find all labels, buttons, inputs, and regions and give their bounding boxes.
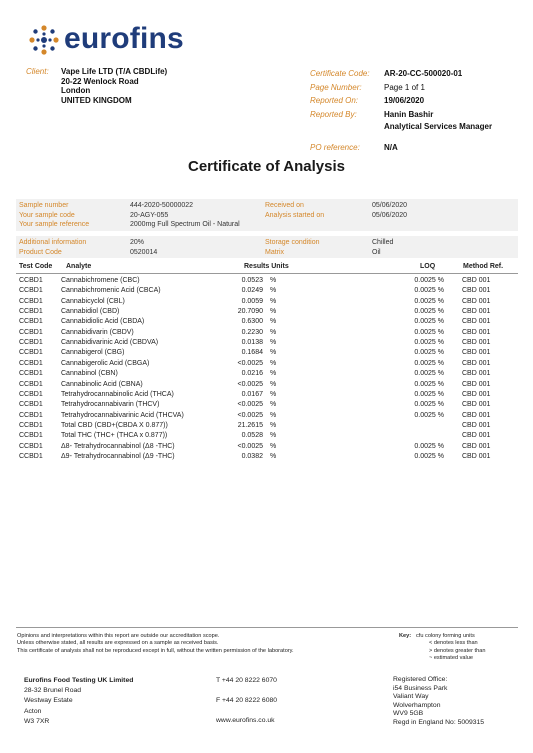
registered-line: i54 Business Park [393, 684, 448, 692]
table-row [0, 422, 533, 432]
analyte: Cannabinol (CBN) [61, 370, 118, 378]
table-row [0, 412, 533, 422]
test-code: CCBD1 [19, 297, 43, 305]
loq: 0.0025 % [414, 318, 444, 326]
method-ref: CBD 001 [462, 349, 491, 357]
key-item: > denotes greater than [429, 647, 486, 654]
additional-values [130, 238, 157, 257]
unit: % [270, 452, 277, 460]
registered-line: WV9 5GB [393, 710, 424, 718]
unit: % [270, 359, 277, 367]
result: <0.0025 [237, 411, 263, 419]
result: 21.2615 [237, 421, 263, 429]
unit: % [270, 339, 277, 347]
address-line: W3 7XR [24, 717, 50, 725]
method-ref: CBD 001 [462, 452, 491, 460]
telephone: T +44 20 8222 6070 [216, 677, 277, 684]
unit: % [270, 277, 277, 284]
table-row [0, 360, 533, 370]
result: <0.0025 [237, 401, 263, 409]
result: 0.0249 [241, 287, 263, 295]
unit: % [270, 287, 277, 295]
key-item: ~ estimated value [429, 655, 473, 662]
started-date: 05/06/2020 [372, 211, 408, 219]
method-ref: CBD 001 [462, 308, 491, 316]
loq: 0.0025 % [414, 339, 444, 347]
table-row [0, 443, 533, 453]
page-number-label: Page Number: [310, 82, 362, 92]
loq: 0.0025 % [414, 328, 444, 336]
fax: F +44 20 8222 6080 [216, 697, 278, 705]
method-ref: CBD 001 [462, 339, 491, 347]
test-code: CCBD1 [19, 277, 43, 284]
table-row [0, 287, 533, 297]
received-label: Received on [265, 202, 304, 209]
table-row [0, 432, 533, 442]
test-code: CCBD1 [19, 318, 43, 326]
client-line: Vape Life LTD (T/A CBDLife) [61, 67, 168, 76]
analyte: Cannabidivarinic Acid (CBDVA) [61, 339, 159, 347]
table-row [0, 401, 533, 411]
unit: % [270, 390, 277, 398]
brand-name: eurofins [64, 22, 184, 55]
result: 0.2230 [241, 328, 263, 336]
disclaimer [17, 633, 294, 655]
method-ref: CBD 001 [462, 432, 491, 440]
result: 0.6300 [241, 318, 263, 326]
analyte: Δ9- Tetrahydrocannabinol (Δ9 -THC) [61, 452, 175, 460]
storage-condition: Chilled [372, 239, 394, 246]
certificate-code: AR-20-CC-500020-01 [384, 69, 463, 78]
loq: 0.0025 % [414, 349, 444, 357]
started-label: Analysis started on [265, 211, 325, 219]
unit: % [270, 297, 277, 305]
test-code: CCBD1 [19, 349, 43, 357]
method-ref: CBD 001 [462, 287, 491, 295]
sample-number-label: Sample number [19, 202, 69, 209]
received-date: 05/06/2020 [372, 202, 408, 209]
analyte: Cannabichromene (CBC) [61, 277, 140, 284]
company-name: Eurofins Food Testing UK Limited [24, 677, 134, 684]
table-header [0, 263, 533, 273]
reported-on: 19/06/2020 [384, 96, 425, 105]
unit: % [270, 318, 277, 326]
method-ref: CBD 001 [462, 380, 491, 388]
test-code: CCBD1 [19, 452, 43, 460]
header-method: Method Ref. [463, 263, 504, 270]
received-labels [265, 201, 324, 220]
received-values [372, 201, 407, 220]
table-row [0, 381, 533, 391]
eurofins-logo [28, 20, 228, 60]
loq: 0.0025 % [414, 411, 444, 419]
website-link[interactable]: www.eurofins.co.uk [216, 717, 275, 725]
table-row [0, 318, 533, 328]
analyte: Cannabidiol (CBD) [61, 308, 120, 316]
unit: % [270, 308, 277, 316]
certificate-values [384, 67, 462, 121]
method-ref: CBD 001 [462, 411, 491, 419]
table-row [0, 391, 533, 401]
disclaimer-line: Unless otherwise stated, all results are expressed on a sample as received basis. [17, 640, 219, 647]
unit: % [270, 401, 277, 409]
disclaimer-line: This certificate of analysis shall not be reproduced except in full, without the written permission of the laboratory. [17, 647, 294, 654]
table-row [0, 298, 533, 308]
method-ref: CBD 001 [462, 318, 491, 326]
loq: 0.0025 % [414, 380, 444, 388]
product-code-label: Product Code [19, 248, 62, 256]
unit: % [270, 328, 277, 336]
table-row [0, 349, 533, 359]
analyte: Δ8- Tetrahydrocannabinol (Δ8 -THC) [61, 442, 175, 450]
test-code: CCBD1 [19, 390, 43, 398]
analyte: Cannabidivarin (CBDV) [61, 328, 134, 336]
method-ref: CBD 001 [462, 328, 491, 336]
certificate-code-label: Certificate Code: [310, 69, 370, 78]
sample-code: 20-AGY-055 [130, 211, 169, 219]
storage-labels [265, 238, 319, 257]
analyte: Tetrahydrocannabinolic Acid (THCA) [61, 390, 174, 398]
disclaimer-line: Opinions and interpretations within this report are outside our accreditation scope. [17, 633, 220, 639]
table-row [0, 329, 533, 339]
result: 0.0528 [241, 432, 263, 440]
address-line: Acton [24, 707, 42, 715]
unit: % [270, 380, 277, 388]
storage-label: Storage condition [265, 239, 320, 246]
test-code: CCBD1 [19, 328, 43, 336]
unit: % [270, 442, 277, 450]
table-row [0, 453, 533, 463]
loq: 0.0025 % [414, 452, 444, 460]
storage-values [372, 238, 393, 257]
unit: % [270, 411, 277, 419]
loq: 0.0025 % [414, 370, 444, 378]
method-ref: CBD 001 [462, 442, 491, 450]
table-row [0, 339, 533, 349]
key-item: < denotes less than [429, 640, 478, 647]
test-code: CCBD1 [19, 411, 43, 419]
method-ref: CBD 001 [462, 390, 491, 398]
header-results-units: Results Units [244, 263, 289, 270]
table-row [0, 277, 533, 287]
loq: 0.0025 % [414, 297, 444, 305]
sample-values [130, 201, 240, 230]
method-ref: CBD 001 [462, 277, 491, 284]
sample-code-label: Your sample code [19, 211, 75, 219]
po-reference-label: PO reference: [310, 143, 360, 152]
analyte: Cannabidiolic Acid (CBDA) [61, 318, 145, 326]
po-reference: N/A [384, 143, 398, 152]
loq: 0.0025 % [414, 442, 444, 450]
client-line: UNITED KINGDOM [61, 95, 132, 105]
reported-by: Hanin Bashir [384, 109, 434, 119]
analyte: Cannabigerolic Acid (CBGA) [61, 359, 150, 367]
header-test-code: Test Code [19, 263, 53, 270]
unit: % [270, 432, 277, 440]
header-divider [16, 273, 518, 274]
loq: 0.0025 % [414, 308, 444, 316]
loq: 0.0025 % [414, 390, 444, 398]
result: 0.1684 [241, 349, 263, 357]
method-ref: CBD 001 [462, 401, 491, 409]
analyte: Tetrahydrocannabivarinic Acid (THCVA) [61, 411, 184, 419]
key-item: cfu colony forming units [416, 633, 475, 639]
method-ref: CBD 001 [462, 370, 491, 378]
method-ref: CBD 001 [462, 421, 491, 429]
result: <0.0025 [237, 359, 263, 367]
test-code: CCBD1 [19, 401, 43, 409]
key-label: Key: [399, 633, 412, 639]
client-line: 20-22 Wenlock Road [61, 76, 139, 86]
sample-ref-label: Your sample reference [19, 221, 90, 229]
result: 0.0167 [241, 390, 263, 398]
matrix: Oil [372, 248, 381, 256]
test-code: CCBD1 [19, 421, 43, 429]
result: 0.0382 [241, 452, 263, 460]
loq: 0.0025 % [414, 287, 444, 295]
analyte: Total THC (THC+ (THCA x 0.877)) [61, 432, 168, 440]
company-address [24, 676, 133, 727]
test-code: CCBD1 [19, 359, 43, 367]
analyte: Cannabichromenic Acid (CBCA) [61, 287, 161, 295]
table-row [0, 308, 533, 318]
header-analyte: Analyte [66, 263, 92, 270]
page-title: Certificate of Analysis [188, 158, 345, 175]
unit: % [270, 370, 277, 378]
analyte: Cannabicyclol (CBL) [61, 297, 125, 305]
test-code: CCBD1 [19, 380, 43, 388]
page-number: Page 1 of 1 [384, 82, 425, 92]
address-line: 28-32 Brunel Road [24, 687, 82, 695]
sample-number: 444-2020-50000022 [130, 202, 194, 209]
footer-divider [16, 627, 518, 628]
client-address [61, 67, 167, 105]
analyte: Tetrahydrocannabivarin (THCV) [61, 401, 160, 409]
result: 0.0138 [241, 339, 263, 347]
header-loq: LOQ [420, 263, 436, 270]
additional-info-label: Additional information [19, 239, 87, 246]
sample-labels [19, 201, 89, 230]
test-code: CCBD1 [19, 432, 43, 440]
result: <0.0025 [237, 442, 263, 450]
result: 0.0059 [241, 297, 263, 305]
loq: 0.0025 % [414, 401, 444, 409]
test-code: CCBD1 [19, 287, 43, 295]
test-code: CCBD1 [19, 442, 43, 450]
reported-by-role: Analytical Services Manager [384, 122, 493, 131]
method-ref: CBD 001 [462, 297, 491, 305]
registered-line: Valiant Way [393, 693, 429, 701]
company-contact [216, 676, 277, 727]
result: <0.0025 [237, 380, 263, 388]
test-code: CCBD1 [19, 308, 43, 316]
loq: 0.0025 % [414, 359, 444, 367]
unit: % [270, 421, 277, 429]
result: 0.0523 [241, 277, 263, 284]
key-items [416, 633, 485, 663]
analyte: Cannabigerol (CBG) [61, 349, 125, 357]
unit: % [270, 349, 277, 357]
address-line: Westway Estate [24, 697, 73, 705]
analyte: Cannabinolic Acid (CBNA) [61, 380, 143, 388]
result: 20.7090 [237, 308, 263, 316]
method-ref: CBD 001 [462, 359, 491, 367]
additional-info: 20% [130, 239, 145, 246]
test-code: CCBD1 [19, 339, 43, 347]
reported-by-label: Reported By: [310, 109, 357, 119]
registered-office [393, 676, 484, 728]
client-label: Client: [26, 67, 49, 76]
loq: 0.0025 % [414, 277, 444, 284]
reported-on-label: Reported On: [310, 96, 359, 105]
registered-office-label: Registered Office: [393, 676, 448, 683]
table-row [0, 370, 533, 380]
matrix-label: Matrix [265, 248, 285, 256]
registered-line: Wolverhampton [393, 701, 441, 709]
additional-labels [19, 238, 86, 257]
product-code: 0520014 [130, 248, 158, 256]
sample-ref: 2000mg Full Spectrum Oil - Natural [130, 221, 240, 229]
client-line: London [61, 86, 91, 96]
analyte: Total CBD (CBD+(CBDA X 0.877)) [61, 421, 168, 429]
certificate-details [310, 67, 370, 121]
eurofins-dot-logo-icon [28, 24, 60, 56]
result: 0.0216 [241, 370, 263, 378]
registered-line: Regd in England No: 5009315 [393, 718, 485, 726]
test-code: CCBD1 [19, 370, 43, 378]
